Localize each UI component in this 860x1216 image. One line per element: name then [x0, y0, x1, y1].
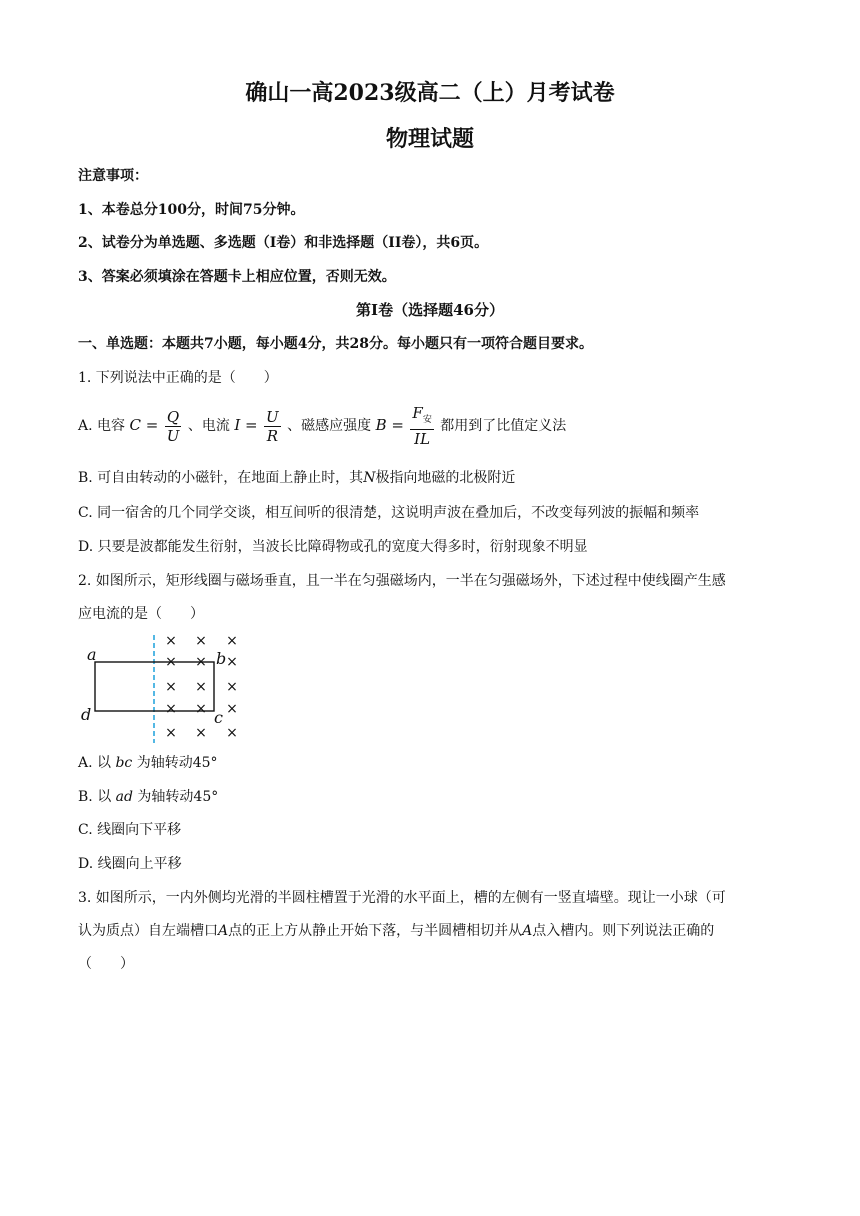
field-mark: × [165, 725, 177, 741]
q1-option-b [78, 467, 515, 487]
q1-a-b-num: F [412, 404, 423, 422]
q3-line1: 3. 如图所示，一内外侧均光滑的半圆柱槽置于光滑的水平面上，槽的左侧有一竖直墙壁。现让一小球（可 [78, 890, 726, 906]
q1-a-i-num: U [266, 407, 279, 426]
q3-line2-mid: 点的正上方从静止开始下落，与半圆槽相切并从 [228, 923, 523, 939]
field-mark: × [165, 679, 177, 695]
q1-b-post: 极指向地磁的北极附近 [375, 470, 516, 486]
q1-option-a [78, 404, 566, 448]
note-item-1: 1、本卷总分100分，时间75分钟。 [78, 202, 305, 218]
q1-a-mid1: 、电流 [187, 418, 230, 434]
q2-a-post: 为轴转动45° [136, 755, 218, 771]
field-mark: × [226, 725, 238, 741]
field-mark: × [195, 654, 207, 670]
exam-title: 确山一高2023级高二（上）月考试卷 [245, 80, 615, 106]
q3-line2-var2: A [522, 923, 533, 939]
q1-a-prefix: A. 电容 [78, 418, 126, 434]
q1-a-capacitance-eq: C = [129, 416, 159, 434]
q1-a-i-den: R [266, 426, 278, 445]
field-mark: × [195, 701, 207, 717]
q1-stem: 1. 下列说法中正确的是（ ） [78, 370, 278, 386]
q2-option-a [78, 752, 218, 772]
field-mark: × [165, 633, 177, 649]
q1-a-current-eq: I = [234, 416, 258, 434]
field-marks [165, 633, 238, 741]
note-item-2: 2、试卷分为单选题、多选题（I卷）和非选择题（II卷），共6页。 [78, 235, 489, 251]
q3-line2-var1: A [218, 923, 229, 939]
notes-heading: 注意事项： [78, 168, 148, 184]
q3-line3: （ ） [78, 956, 134, 972]
q3-line2 [78, 920, 714, 940]
q1-b-pre: B. 可自由转动的小磁针，在地面上静止时，其 [78, 470, 364, 486]
q2-stem-line1: 2. 如图所示，矩形线圈与磁场垂直，且一半在匀强磁场内，一半在匀强磁场外，下述过程中使线圈产生感 [78, 573, 726, 589]
q2-option-c: C. 线圈向下平移 [78, 822, 182, 838]
q2-a-pre: A. 以 [78, 755, 112, 771]
q1-a-field-eq: B = [375, 416, 404, 434]
q1-option-c: C. 同一宿舍的几个同学交谈，相互间听的很清楚，这说明声波在叠加后，不改变每列波的振幅和频率 [78, 505, 700, 521]
field-mark: × [195, 679, 207, 695]
field-mark: × [195, 633, 207, 649]
q1-a-suffix: 都用到了比值定义法 [440, 418, 567, 434]
field-mark: × [226, 654, 238, 670]
q2-coil-figure [78, 630, 253, 745]
field-mark: × [165, 654, 177, 670]
q1-option-d: D. 只要是波都能发生衍射，当波长比障碍物或孔的宽度大得多时，衍射现象不明显 [78, 539, 588, 555]
q2-option-b [78, 786, 218, 806]
q1-a-mid2: 、磁感应强度 [287, 418, 372, 434]
q1-a-b-sub: 安 [422, 415, 432, 425]
q2-stem-line2: 应电流的是（ ） [78, 606, 204, 622]
corner-label-c: c [214, 708, 223, 727]
q1-a-current-fraction [264, 408, 281, 445]
exam-subtitle: 物理试题 [385, 126, 474, 152]
q2-b-pre: B. 以 [78, 789, 112, 805]
q1-a-field-fraction [410, 404, 433, 448]
field-mark: × [226, 633, 238, 649]
q1-a-b-den: IL [414, 430, 431, 448]
part1-title: 一、单选题：本题共7小题，每小题4分，共28分。每小题只有一项符合题目要求。 [78, 336, 593, 352]
q2-b-post: 为轴转动45° [137, 789, 219, 805]
q2-option-d: D. 线圈向上平移 [78, 856, 182, 872]
q2-a-var: bc [115, 755, 133, 771]
field-mark: × [195, 725, 207, 741]
corner-label-b: b [216, 649, 227, 668]
field-mark: × [165, 701, 177, 717]
field-mark: × [226, 679, 238, 695]
note-item-3: 3、答案必须填涂在答题卡上相应位置，否则无效。 [78, 269, 396, 285]
q1-a-c-num: Q [165, 408, 182, 427]
q2-b-var: ad [115, 789, 133, 805]
q1-a-c-den: U [166, 426, 180, 445]
q3-line2-pre: 认为质点）自左端槽口 [78, 923, 218, 939]
q3-line2-post: 点入槽内。则下列说法正确的 [532, 923, 715, 939]
q1-b-var: N [363, 470, 376, 486]
volume-title: 第I卷（选择题46分） [356, 301, 504, 319]
field-mark: × [226, 701, 238, 717]
corner-label-a: a [87, 645, 97, 664]
q1-a-b-num-wrap [410, 404, 433, 430]
corner-label-d: d [81, 705, 92, 724]
q1-a-capacitance-fraction [165, 408, 182, 445]
